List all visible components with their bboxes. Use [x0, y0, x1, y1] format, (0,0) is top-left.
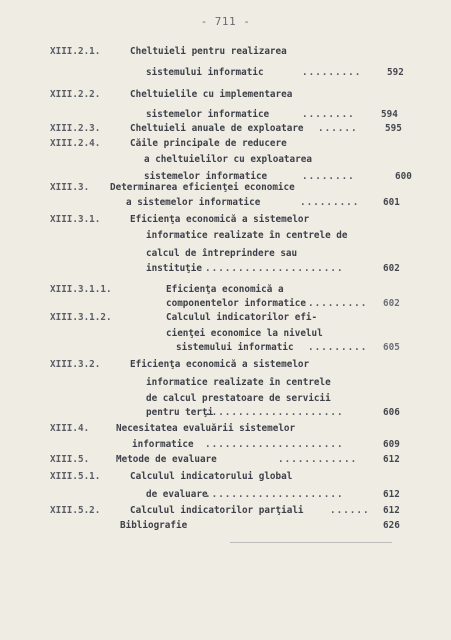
toc-entry-line [0, 488, 451, 502]
toc-entry-title: sistemului informatic [176, 342, 294, 353]
end-rule [230, 542, 392, 543]
toc-leader-dots: ............ [278, 454, 358, 465]
toc-entry-page: 592 [387, 67, 404, 78]
toc-entry-title: de calcul prestatoare de servicii [146, 393, 331, 404]
toc-entry-page: 606 [383, 407, 400, 418]
toc-leader-dots: ..................... [205, 439, 344, 450]
toc-entry-title: Calculul indicatorilor parţiali [130, 505, 304, 516]
toc-entry-page: 602 [383, 263, 400, 274]
toc-entry-title: Eficienţa economică a [166, 284, 284, 295]
toc-entry-title: Determinarea eficienţei economice [110, 182, 295, 193]
toc-entry-line [0, 122, 451, 136]
toc-leader-dots: ......... [308, 298, 368, 309]
toc-leader-dots: ......... [302, 67, 362, 78]
toc-entry-page: 605 [383, 342, 400, 353]
toc-leader-dots: ..................... [205, 407, 344, 418]
toc-entry-page: 602 [383, 298, 400, 309]
toc-entry-page: 612 [383, 489, 400, 500]
toc-leader-dots: ........ [302, 109, 355, 120]
toc-entry-title: Cheltuieli pentru realizarea [130, 46, 287, 57]
toc-entry-title: informatice [132, 439, 194, 450]
toc-entry-line [0, 504, 451, 518]
toc-entry-page: 600 [395, 171, 412, 182]
toc-entry-title: sistemului informatic [146, 67, 264, 78]
toc-leader-dots: ...... [330, 505, 370, 516]
toc-entry-line [0, 519, 451, 533]
toc-entry-line [0, 66, 451, 80]
toc-entry-title: Calculul indicatorului global [130, 471, 293, 482]
toc-entry-title: componentelor informatice [166, 298, 306, 309]
toc-entry-number: XIII.2.4. [50, 138, 101, 149]
toc-leader-dots: ..................... [205, 489, 344, 500]
toc-entry-title: cienţei economice la nivelul [166, 328, 323, 339]
toc-entry-line [0, 213, 451, 227]
toc-entry-number: XIII.2.2. [50, 89, 101, 100]
toc-entry-page: 601 [383, 197, 400, 208]
toc-entry-title: Bibliografie [120, 520, 188, 531]
toc-entry-number: XIII.5.2. [50, 505, 101, 516]
toc-leader-dots: ........ [302, 171, 355, 182]
toc-entry-title: de evaluare [146, 489, 208, 500]
toc-entry-page: 626 [383, 520, 400, 531]
toc-entry-line [0, 297, 451, 311]
toc-entry-title: pentru terţi [146, 407, 214, 418]
toc-entry-line [0, 422, 451, 436]
toc-leader-dots: ..................... [205, 263, 344, 274]
toc-entry-title: Eficienţa economică a sistemelor [130, 214, 310, 225]
toc-entry-page: 594 [381, 109, 398, 120]
toc-entry-number: XIII.2.3. [50, 123, 101, 134]
toc-entry-page: 612 [383, 505, 400, 516]
toc-entry-title: Cheltuieli anuale de exploatare [130, 123, 304, 134]
toc-entry-line [0, 453, 451, 467]
toc-entry-line [0, 283, 451, 297]
toc-entry-number: XIII.5.1. [50, 471, 101, 482]
toc-entry-title: instituţie [146, 263, 202, 274]
toc-entry-title: Metode de evaluare [116, 454, 217, 465]
toc-entry-line [0, 392, 451, 406]
toc-entry-line [0, 196, 451, 210]
toc-leader-dots: ......... [300, 197, 360, 208]
toc-entry-line [0, 341, 451, 355]
toc-entry-title: informatice realizate în centrele [146, 377, 331, 388]
toc-entry-line [0, 88, 451, 102]
toc-entry-title: Necesitatea evaluării sistemelor [116, 423, 296, 434]
toc-entry-line [0, 376, 451, 390]
toc-entry-page: 595 [385, 123, 402, 134]
toc-entry-line [0, 358, 451, 372]
toc-entry-line [0, 327, 451, 341]
toc-entry-title: sistemelor informatice [144, 171, 268, 182]
toc-entry-number: XIII.3.1.1. [50, 284, 112, 295]
toc-entry-line [0, 438, 451, 452]
page-number: - 711 - [200, 15, 251, 28]
toc-entry-number: XIII.3.1. [50, 214, 101, 225]
toc-entry-title: Eficienţa economică a sistemelor [130, 359, 310, 370]
toc-entry-title: calcul de întreprindere sau [146, 248, 298, 259]
toc-entry-line [0, 247, 451, 261]
toc-entry-number: XIII.2.1. [50, 46, 101, 57]
toc-entry-line [0, 470, 451, 484]
toc-entry-number: XIII.3.2. [50, 359, 101, 370]
toc-entry-title: a sistemelor informatice [126, 197, 261, 208]
toc-entry-number: XIII.4. [50, 423, 90, 434]
toc-entry-line [0, 108, 451, 122]
toc-entry-line [0, 45, 451, 59]
toc-entry-line [0, 311, 451, 325]
toc-entry-number: XIII.5. [50, 454, 90, 465]
toc-entry-title: informatice realizate în centrele de [146, 230, 348, 241]
toc-entry-number: XIII.3.1.2. [50, 312, 112, 323]
toc-entry-line [0, 137, 451, 151]
toc-entry-line [0, 229, 451, 243]
toc-entry-line [0, 181, 451, 195]
toc-entry-line [0, 153, 451, 167]
toc-entry-page: 612 [383, 454, 400, 465]
toc-entry-title: Calculul indicatorilor efi- [166, 312, 318, 323]
toc-leader-dots: ...... [318, 123, 358, 134]
toc-entry-number: XIII.3. [50, 182, 90, 193]
toc-entry-title: Căile principale de reducere [130, 138, 287, 149]
toc-entry-line [0, 262, 451, 276]
toc-leader-dots: ......... [308, 342, 368, 353]
toc-entry-line [0, 406, 451, 420]
toc-entry-title: sistemelor informatice [146, 109, 270, 120]
toc-entry-page: 609 [383, 439, 400, 450]
toc-entry-title: Cheltuielile cu implementarea [130, 89, 293, 100]
toc-entry-title: a cheltuielilor cu exploatarea [144, 154, 312, 165]
